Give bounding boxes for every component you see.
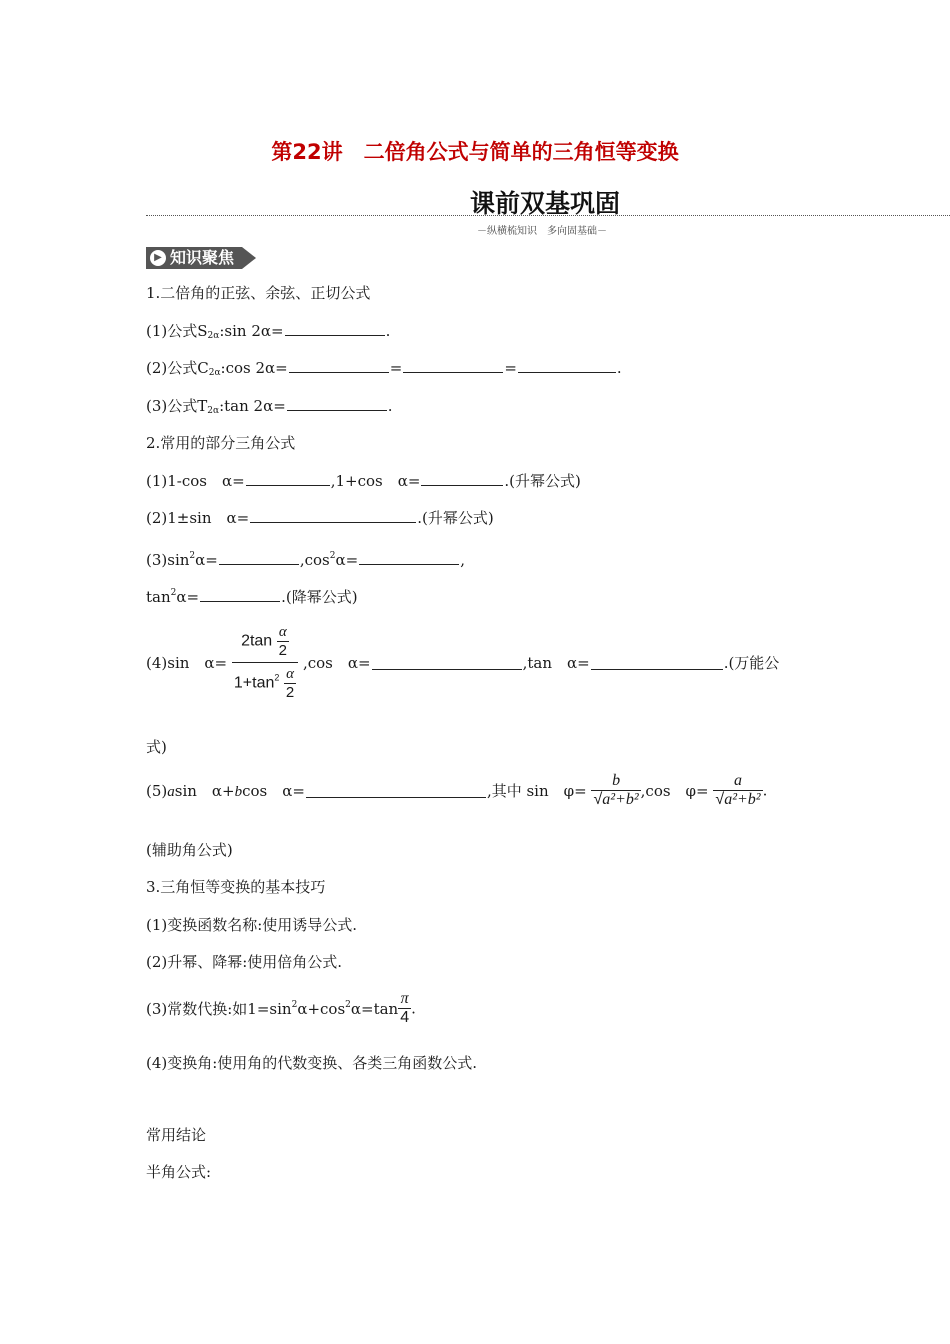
answer-blank[interactable] xyxy=(403,358,503,373)
badge-label: 知识聚焦 xyxy=(170,248,235,267)
answer-blank[interactable] xyxy=(591,655,723,670)
answer-blank[interactable] xyxy=(200,587,280,602)
heading-common-formulas: 2.常用的部分三角公式 xyxy=(146,434,296,452)
answer-blank[interactable] xyxy=(359,550,459,565)
universal-sin-fraction: 2tan $\frac{\alpha}{2}$ $1+\tan^2$ $\frac{\alpha}{2}$ xyxy=(232,624,298,701)
heading-techniques: 3.三角恒等变换的基本技巧 xyxy=(146,878,326,896)
technique-3: (3)常数代换:如$1=\sin^2\alpha+\cos^2\alpha=\tan$ $\frac{\pi}{4}$ . xyxy=(146,990,416,1026)
page-title: 第22讲 二倍角公式与简单的三角恒等变换 xyxy=(271,140,679,164)
dotted-divider xyxy=(146,215,950,216)
answer-blank[interactable] xyxy=(250,508,416,523)
formula-auxiliary-angle: (5)asin α+bcos α= ,其中 sin φ= $\frac{b}{\text{√a²+b²}}$ ,cos φ= $\frac{a}{\text{√a²+b²}}$ . xyxy=(146,772,768,808)
technique-1: (1)变换函数名称:使用诱导公式. xyxy=(146,916,358,934)
auxiliary-angle-note: (辅助角公式) xyxy=(146,841,233,859)
play-icon: ▶ xyxy=(150,250,166,266)
answer-blank[interactable] xyxy=(518,358,616,373)
formula-universal-tail: 式) xyxy=(146,738,167,756)
common-conclusions: 常用结论 xyxy=(146,1126,207,1144)
formula-universal: (4)sin α= 2tan $\frac{\alpha}{2}$ $1+\tan^2$ $\frac{\alpha}{2}$ ,cos α= ,tan α= .(万能公 xyxy=(146,624,780,701)
section-heading: 课前双基巩固 xyxy=(470,189,621,218)
technique-2: (2)升幂、降幂:使用倍角公式. xyxy=(146,953,343,971)
formula-s2a: (1)公式$S_{2\alpha}:\sin$ 2α= . xyxy=(146,322,391,341)
heading-double-angle: 1.二倍角的正弦、余弦、正切公式 xyxy=(146,284,371,302)
cos-phi-fraction: $\frac{a}{\text{√a²+b²}}$ xyxy=(715,772,761,808)
formula-raise-power-2: (2)1±sin α= .(升幂公式) xyxy=(146,509,494,527)
answer-blank[interactable] xyxy=(285,321,385,336)
formula-raise-power-1: (1)1-cos α= ,1+cos α= .(升幂公式) xyxy=(146,472,581,490)
answer-blank[interactable] xyxy=(306,783,486,798)
formula-t2a: (3)公式$T_{2\alpha}:\tan$ 2α= . xyxy=(146,397,393,416)
answer-blank[interactable] xyxy=(372,655,522,670)
formula-c2a: (2)公式$C_{2\alpha}:\cos$ 2α= = = . xyxy=(146,359,622,378)
answer-blank[interactable] xyxy=(246,471,330,486)
section-subcaption: －纵横梳知识 多向固基础－ xyxy=(477,226,607,237)
pi-over-4-fraction: $\frac{\pi}{4}$ xyxy=(400,990,410,1026)
technique-4: (4)变换角:使用角的代数变换、各类三角函数公式. xyxy=(146,1054,478,1072)
answer-blank[interactable] xyxy=(421,471,503,486)
sin-phi-fraction: $\frac{b}{\text{√a²+b²}}$ xyxy=(593,772,639,808)
half-angle-formula-label: 半角公式: xyxy=(146,1163,212,1181)
formula-lower-power-1: $(3)\sin^2\alpha= ,\cos^2\alpha=$ , xyxy=(146,551,465,569)
answer-blank[interactable] xyxy=(287,396,387,411)
answer-blank[interactable] xyxy=(289,358,389,373)
formula-lower-power-2: $\tan^2\alpha=$ .(降幂公式) xyxy=(146,588,358,606)
knowledge-badge xyxy=(146,247,242,269)
answer-blank[interactable] xyxy=(219,550,299,565)
